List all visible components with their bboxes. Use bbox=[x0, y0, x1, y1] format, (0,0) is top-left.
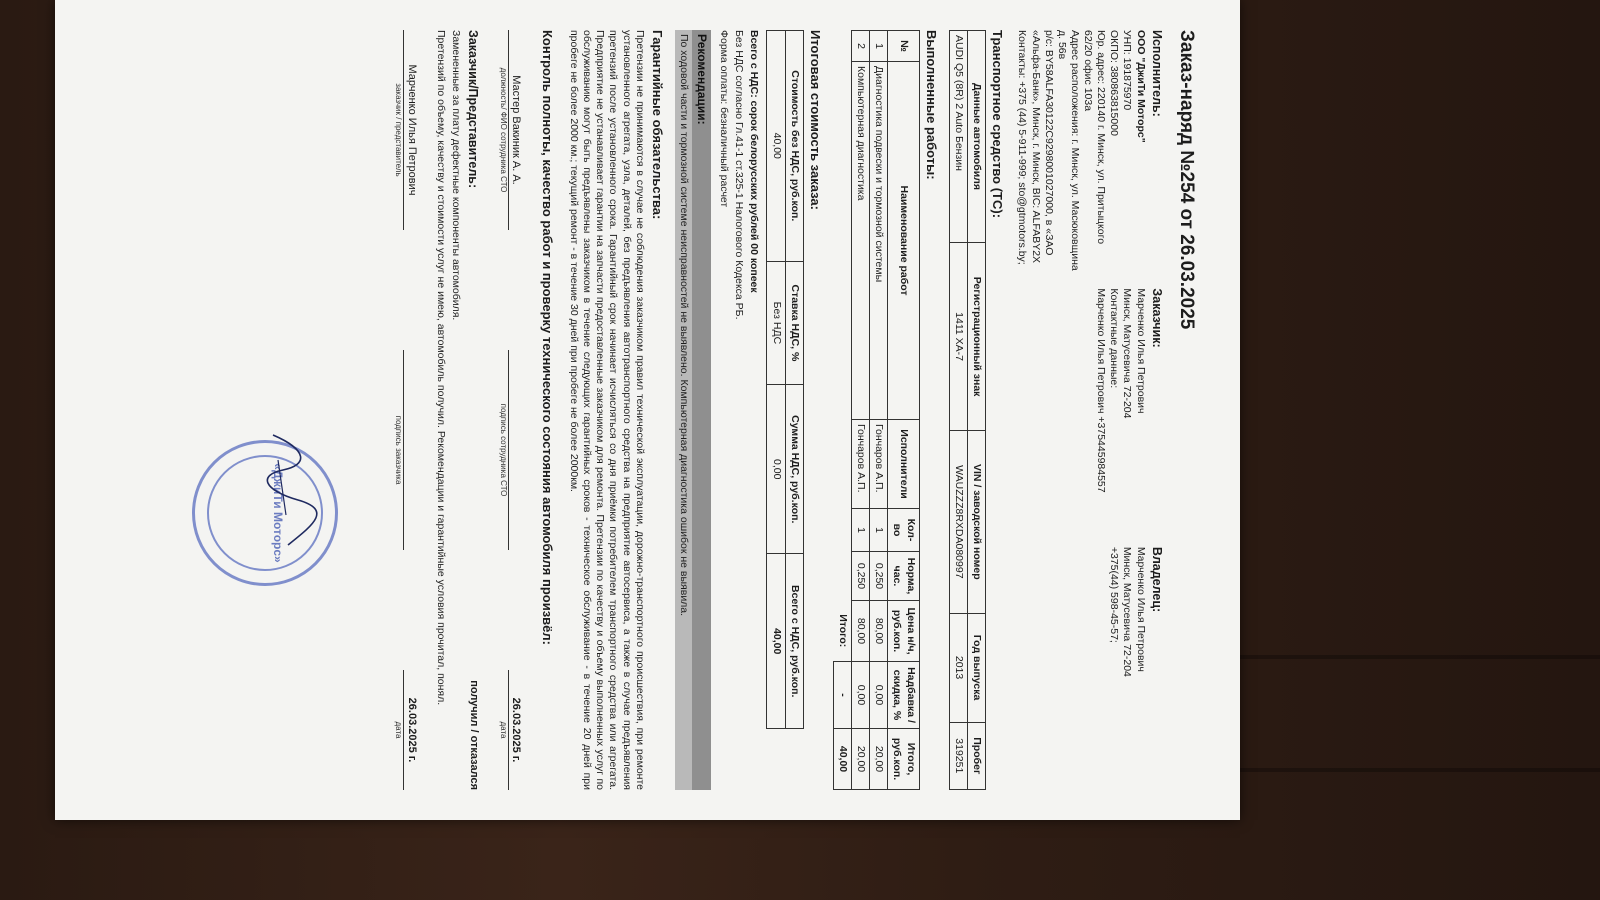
master-name: Мастер Вакиник А. А. bbox=[510, 75, 522, 185]
column-header: Сумма НДС, руб.коп. bbox=[785, 385, 803, 554]
table-cell: 20,00 bbox=[869, 729, 887, 790]
signature-space bbox=[508, 350, 522, 550]
table-cell: 319251 bbox=[949, 722, 967, 789]
parties-section bbox=[1015, 30, 1164, 790]
table-cell: Гончаров А.П. bbox=[851, 420, 869, 509]
customer-sign-row bbox=[392, 30, 417, 790]
customer-sign-status: получил / отказался bbox=[467, 680, 480, 790]
executor-heading: Исполнитель: bbox=[1149, 30, 1164, 117]
table-cell: 20,00 bbox=[851, 729, 869, 790]
executor-line: Контакты: +375 (44) 5-911-999; sto@gtmotors.by; bbox=[1016, 30, 1028, 265]
executor-line: ОКПО: 380863815000 bbox=[1107, 30, 1120, 136]
executor-line: УНП: 191875970 bbox=[1121, 30, 1133, 111]
document-title: Заказ-наряд №254 от 26.03.2025 bbox=[1175, 30, 1197, 330]
column-header: Стоимость без НДС, руб.коп. bbox=[785, 31, 803, 262]
signature-space bbox=[403, 350, 417, 550]
column-header: Пробег bbox=[967, 722, 985, 789]
master-date-block bbox=[497, 670, 522, 790]
table-cell: 0,00 bbox=[851, 662, 869, 729]
customer-line: Марченко Илья Петрович +375445984557 bbox=[1094, 288, 1107, 493]
customer-sign-heading: Заказчик/Представитель: bbox=[465, 30, 480, 189]
notes-block bbox=[717, 30, 760, 790]
column-header: Итого, руб.коп. bbox=[887, 729, 918, 790]
customer-heading: Заказчик: bbox=[1149, 288, 1164, 348]
recommendations-text: По ходовой части и тормозной системе неисправностей не выявлено. Компьютерная диагностика ошибок не выявила. bbox=[675, 30, 692, 790]
table-row bbox=[767, 31, 785, 729]
column-header: Ставка НДС, % bbox=[785, 261, 803, 385]
column-header: Цена н/ч, руб.коп. bbox=[887, 601, 918, 662]
master-sign-caption: подпись сотрудника СТО bbox=[497, 350, 508, 550]
master-name-block bbox=[497, 30, 522, 230]
customer-line: Марченко Илья Петрович bbox=[1134, 288, 1147, 414]
master-date: 26.03.2025 г. bbox=[510, 697, 522, 763]
executor-line: Юр. адрес: 220140 г. Минск, ул. Притыцкого 62/20 офис 103а bbox=[1081, 30, 1107, 245]
column-header: Всего с НДС, руб.коп. bbox=[785, 554, 803, 729]
table-row bbox=[851, 31, 869, 790]
column-header: VIN / заводской номер bbox=[967, 431, 985, 613]
customer-name: Марченко Илья Петрович bbox=[405, 64, 418, 196]
table-cell: 0,250 bbox=[851, 552, 869, 601]
master-signature-block bbox=[497, 350, 522, 550]
customer-date-block bbox=[392, 670, 417, 790]
customer-sign-line: Претензий по объему, качеству и стоимости услуг не имею, автомобиль получил. Рекомендации и гарантийные условия прочитал, понял. bbox=[434, 30, 447, 706]
owner-block bbox=[1015, 547, 1164, 790]
table-cell: 2 bbox=[851, 31, 869, 62]
table-cell: 80,00 bbox=[851, 601, 869, 662]
table-header-row bbox=[967, 31, 985, 790]
table-cell: 1 bbox=[869, 31, 887, 62]
total-label: Итого: bbox=[836, 614, 849, 648]
table-cell: 80,00 bbox=[869, 601, 887, 662]
table-cell: Диагностика подвески и тормозной системы bbox=[869, 62, 887, 420]
work-order-document bbox=[78, 20, 1218, 800]
master-sign-row bbox=[497, 30, 522, 790]
table-header-row bbox=[785, 31, 803, 729]
column-header: Наименование работ bbox=[887, 62, 918, 420]
total-dash: - bbox=[833, 662, 851, 729]
table-row bbox=[869, 31, 887, 790]
table-cell: AUDI Q5 (8R) 2 Auto Бензин bbox=[949, 31, 967, 243]
totals-row bbox=[833, 31, 851, 790]
note-line: Без НДС согласно Гл.41-1 ст.325-1 Налогового Кодекса РБ. bbox=[732, 30, 745, 320]
vehicle-heading: Транспортное средство (ТС): bbox=[989, 30, 1005, 219]
master-name-caption: должность/ ФИО сотрудника СТО bbox=[497, 30, 508, 230]
recommendations-heading: Рекомендации: bbox=[692, 30, 711, 790]
totals-spacer bbox=[833, 31, 851, 601]
column-header: Надбавка / скидка, % bbox=[887, 662, 918, 729]
master-date-caption: дата bbox=[497, 670, 508, 790]
total-value: 40,00 bbox=[833, 729, 851, 790]
column-header: № bbox=[887, 31, 918, 62]
table-header-row bbox=[887, 31, 918, 790]
table-plank-seam bbox=[1240, 768, 1600, 772]
customer-date-caption: дата bbox=[392, 670, 403, 790]
customer-sign-caption: подпись заказчика bbox=[392, 350, 403, 550]
executor-line: ООО "ДжиТи Моторс" bbox=[1134, 30, 1147, 143]
table-cell: Без НДС bbox=[767, 261, 785, 385]
column-header: Регистрационный знак bbox=[967, 243, 985, 431]
table-cell: 1 bbox=[869, 509, 887, 552]
handwritten-signature-icon bbox=[258, 430, 318, 550]
control-heading: Контроль полноты, качество работ и проверку технического состояния автомобиля произвёл: bbox=[539, 30, 555, 645]
owner-line: Минск, Матусевича 72-204 bbox=[1121, 546, 1133, 677]
warranty-text: Претензии не принимаются в случае не соблюдения заказчиком правил технической эксплуатации, дорожно-транспортного происшествия, при ремонте установленного агрегата, узла, деталей, без предъявления автотранспортного средства на предприятие автосервиса, а также в случае предъявления претензий после установленного срока. Гарантийный срок начинает исчисляться со дня приёмки потребителем транспортного средства или агрегата. Предприятие не устанавливает гарантии на запчасти предоставленные заказчиком для ремонта. Претензии по качеству и объему выполненных услуг по обслуживанию могут быть предъявлены заказчиком в течение следующих гарантийных сроков - техническое обслуживание - в течение 20 дней при пробеге не более 2000 км.; текущий ремонт - в течение 30 дней при пробеге не более 2000км. bbox=[567, 30, 646, 790]
customer-signature-block bbox=[392, 350, 417, 550]
table-cell: 0,00 bbox=[869, 662, 887, 729]
owner-heading: Владелец: bbox=[1149, 546, 1164, 613]
owner-line: +375(44) 598-45-57; bbox=[1107, 546, 1120, 643]
seal-text: «ДжиТи Моторс» bbox=[270, 463, 285, 563]
customer-name-caption: заказчик / представитель bbox=[392, 30, 403, 230]
table-cell: Гончаров А.П. bbox=[869, 420, 887, 509]
column-header: Кол-во bbox=[887, 509, 918, 552]
table-cell: 0,250 bbox=[869, 552, 887, 601]
note-line: Всего с НДС: сорок белорусских рублей 00 копеек bbox=[748, 30, 760, 293]
executor-block bbox=[1015, 30, 1164, 273]
customer-name-block bbox=[392, 30, 417, 230]
customer-sign-line: Замененные за плату дефектные компоненты автомобиля. bbox=[449, 30, 462, 321]
vehicle-table bbox=[948, 30, 985, 790]
table-cell: 1 bbox=[851, 509, 869, 552]
table-cell: Компьютерная диагностика bbox=[851, 62, 869, 420]
column-header: Год выпуска bbox=[967, 613, 985, 722]
table-cell: 2013 bbox=[949, 613, 967, 722]
note-line: Форма оплаты: безналичный расчет bbox=[717, 30, 730, 208]
table-row bbox=[949, 31, 967, 790]
customer-block bbox=[1015, 288, 1164, 531]
table-cell: 40,00 bbox=[767, 31, 785, 262]
column-header: Данные автомобиля bbox=[967, 31, 985, 243]
works-table bbox=[833, 30, 920, 790]
executor-line: Адрес расположения: г. Минск, ул. Масюковщина д. 56в bbox=[1055, 30, 1081, 271]
customer-line: Минск, Матусевича 72-204 bbox=[1121, 288, 1133, 419]
paper-sheet bbox=[55, 0, 1240, 820]
works-heading: Выполненные работы: bbox=[923, 30, 939, 180]
table-cell: WAUZZZ8RXDA080997 bbox=[949, 431, 967, 613]
column-header: Норма, час. bbox=[887, 552, 918, 601]
customer-line: Контактные данные: bbox=[1107, 288, 1120, 389]
warranty-heading: Гарантийные обязательства: bbox=[649, 30, 665, 220]
table-cell: 0,00 bbox=[767, 385, 785, 554]
customer-sign-header bbox=[464, 30, 480, 790]
column-header: Исполнители bbox=[887, 420, 918, 509]
owner-line: Марченко Илья Петрович bbox=[1134, 546, 1147, 672]
customer-date: 26.03.2025 г. bbox=[405, 697, 418, 763]
table-cell: 40,00 bbox=[767, 554, 785, 729]
table-plank-seam bbox=[1240, 655, 1600, 659]
table-cell: 1411 XA-7 bbox=[949, 243, 967, 431]
summary-heading: Итоговая стоимость заказа: bbox=[807, 30, 823, 210]
executor-line: р/с: BY58ALFA30122C9298001027000, в «ЗАО «Альфа-Банк», Минск, г. Минск, BIC: ALFABY2X bbox=[1029, 30, 1055, 264]
summary-table bbox=[766, 30, 803, 729]
